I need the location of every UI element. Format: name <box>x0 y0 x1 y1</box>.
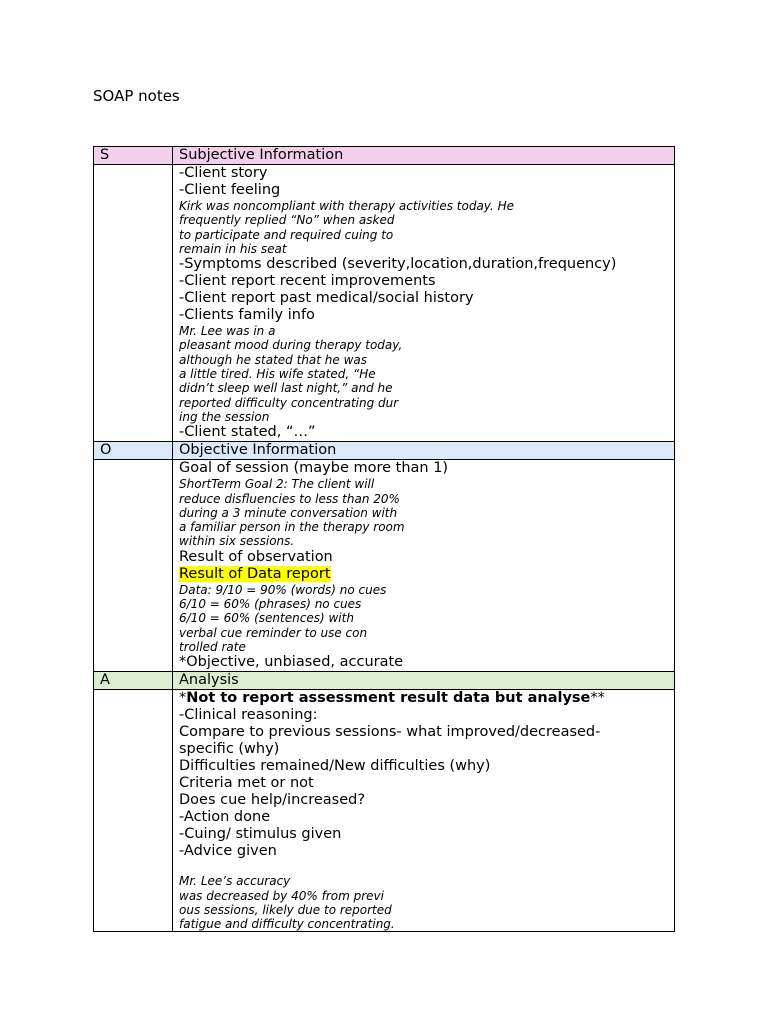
soap-table <box>93 146 675 932</box>
objective-letter-cell <box>94 460 173 672</box>
subjective-content-row <box>94 165 675 442</box>
analysis-example-line: fatigue and difficulty concentrating. <box>179 917 395 932</box>
analysis-heading: Analysis <box>173 672 675 690</box>
analysis-spacer <box>179 860 674 874</box>
analysis-line: Compare to previous sessions- what improved/decreased- <box>179 724 601 741</box>
objective-heading: Objective Information <box>173 442 675 460</box>
subjective-example-line: didn’t sleep well last night,” and he <box>179 381 393 396</box>
subjective-closing-line: -Client stated, “…” <box>179 424 316 441</box>
subjective-line: -Client feeling <box>179 182 281 198</box>
analysis-note-prefix: * <box>179 690 187 707</box>
subjective-heading: Subjective Information <box>173 147 675 165</box>
subjective-example-line: Mr. Lee was in a <box>179 324 276 339</box>
objective-example-line: ShortTerm Goal 2: The client will <box>179 477 375 492</box>
objective-example-line: a familiar person in the therapy room <box>179 520 405 535</box>
analysis-content-row <box>94 690 675 932</box>
analysis-note-suffix: ** <box>590 690 605 707</box>
analysis-letter-cell <box>94 690 173 932</box>
objective-data-report-line <box>179 566 674 583</box>
objective-data-line: verbal cue reminder to use con <box>179 625 368 640</box>
subjective-example-line: frequently replied “No” when asked <box>179 213 395 228</box>
analysis-line: -Action done <box>179 809 271 826</box>
objective-content <box>173 460 675 672</box>
subjective-content <box>173 165 675 442</box>
analysis-line: -Clinical reasoning: <box>179 707 318 724</box>
objective-example-line: reduce disfluencies to less than 20% <box>179 491 400 506</box>
analysis-example-line: Mr. Lee’s accuracy <box>179 874 291 889</box>
objective-data-line: Data: 9/10 = 90% (words) no cues <box>179 582 387 597</box>
analysis-example-line: was decreased by 40% from previ <box>179 888 384 903</box>
objective-header-row <box>94 442 675 460</box>
subjective-example-line: remain in his seat <box>179 241 287 256</box>
analysis-example-line: ous sessions, likely due to reported <box>179 902 392 917</box>
subjective-line: -Client story <box>179 165 268 181</box>
objective-data-line: 6/10 = 60% (sentences) with <box>179 611 354 626</box>
analysis-note-line <box>179 690 674 707</box>
objective-data-line: trolled rate <box>179 639 246 654</box>
subjective-example-line: to participate and required cuing to <box>179 227 394 242</box>
subjective-line: -Client report past medical/social history <box>179 290 474 307</box>
subjective-line: -Client report recent improvements <box>179 273 436 290</box>
objective-data-line: 6/10 = 60% (phrases) no cues <box>179 597 362 612</box>
objective-observation-line: Result of observation <box>179 548 333 565</box>
subjective-example-line: pleasant mood during therapy today, <box>179 338 403 353</box>
objective-example-line: during a 3 minute conversation with <box>179 505 398 520</box>
analysis-line: specific (why) <box>179 741 280 758</box>
objective-content-row <box>94 460 675 672</box>
analysis-line: -Advice given <box>179 843 277 860</box>
subjective-example-line: Kirk was noncompliant with therapy activities today. He <box>179 199 515 213</box>
subjective-example-line: a little tired. His wife stated, “He <box>179 367 376 382</box>
subjective-example-line: although he stated that he was <box>179 352 368 367</box>
analysis-line: Difficulties remained/New difficulties (why) <box>179 758 491 775</box>
subjective-line: -Clients family info <box>179 307 315 324</box>
analysis-header-row <box>94 672 675 690</box>
objective-example-line: within six sessions. <box>179 534 295 549</box>
analysis-letter: A <box>94 672 173 690</box>
objective-letter: O <box>94 442 173 460</box>
data-report-highlight: Result of Data report <box>179 565 331 582</box>
subjective-letter: S <box>94 147 173 165</box>
document-title: SOAP notes <box>93 87 180 105</box>
analysis-line: Criteria met or not <box>179 775 314 792</box>
analysis-line: -Cuing/ stimulus given <box>179 826 342 843</box>
subjective-line: -Symptoms described (severity,location,duration,frequency) <box>179 256 617 273</box>
objective-goal-line: Goal of session (maybe more than 1) <box>179 460 449 477</box>
objective-closing-line: *Objective, unbiased, accurate <box>179 654 404 671</box>
subjective-example-line: reported difficulty concentrating dur <box>179 395 399 410</box>
subjective-example-line: ing the session <box>179 409 270 424</box>
analysis-line: Does cue help/increased? <box>179 792 366 809</box>
subjective-header-row <box>94 147 675 165</box>
analysis-content <box>173 690 675 932</box>
analysis-note-bold: Not to report assessment result data but analyse <box>186 690 591 707</box>
subjective-letter-cell <box>94 165 173 442</box>
